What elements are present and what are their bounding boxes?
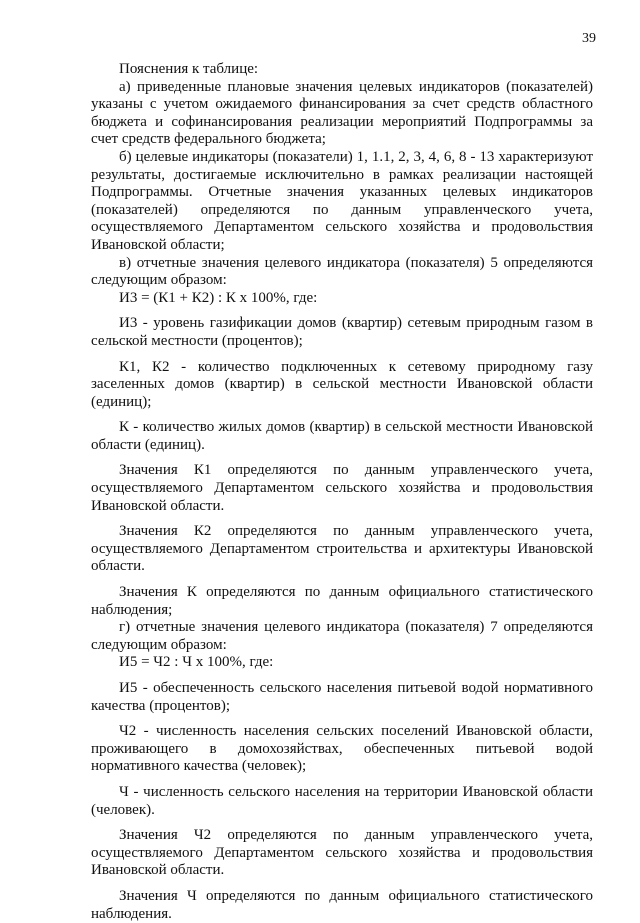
definition-i5: И5 - обеспеченность сельского населения питьевой водой нормативного качества (процентов); (91, 680, 593, 714)
explanations-heading: Пояснения к таблице: (119, 61, 259, 77)
paragraph-b: б) целевые индикаторы (показатели) 1, 1.1, 2, 3, 4, 6, 8 - 13 характеризуют результаты, достигаемые исключительно в рамках реализации настоящей Подпрограммы. Отчетные значения указанных целевых индикаторов (показателей) определяются по данным управленческого учета, осуществляемого Департаментом сельского хозяйства и продовольствия Ивановской области; (91, 148, 593, 253)
values-ch-source: Значения Ч определяются по данным официального статистического наблюдения. (91, 887, 593, 922)
paragraph-a: а) приведенные плановые значения целевых индикаторов (показателей) указаны с учетом ожидаемого финансирования за счет средств областного бюджета и софинансирования реализации мероприятий Подпрограммы за счет средств федерального бюджета; (91, 78, 593, 148)
paragraph-v: в) отчетные значения целевого индикатора (показателя) 5 определяются следующим образом: (91, 254, 593, 289)
definition-ch2: Ч2 - численность населения сельских поселений Ивановской области, проживающего в домохозяйствах, обеспеченных питьевой водой нормативного качества (человек); (91, 723, 593, 775)
values-ch2-source: Значения Ч2 определяются по данным управленческого учета, осуществляемого Департаментом сельского хозяйства и продовольствия Ивановской области. (91, 827, 593, 879)
definition-ch: Ч - численность сельского населения на территории Ивановской области (человек). (91, 783, 593, 818)
paragraph-g: г) отчетные значения целевого индикатора (показателя) 7 определяются следующим образом: (91, 619, 593, 653)
formula-i3: И3 = (К1 + К2) : К х 100%, где: (119, 289, 318, 306)
definition-k: К - количество жилых домов (квартир) в сельской местности Ивановской области (единиц). (91, 419, 593, 453)
definition-i3: И3 - уровень газификации домов (квартир) сетевым природным газом в сельской местности (процентов); (91, 315, 593, 349)
document-body (91, 61, 593, 923)
values-k-source: Значения К определяются по данным официального статистического наблюдения; (91, 584, 593, 618)
values-k2-source: Значения К2 определяются по данным управленческого учета, осуществляемого Департаментом строительства и архитектуры Ивановской области. (91, 523, 593, 575)
page-number: 39 (582, 31, 596, 46)
formula-i5: И5 = Ч2 : Ч х 100%, где: (119, 654, 274, 671)
values-k1-source: Значения К1 определяются по данным управленческого учета, осуществляемого Департаментом сельского хозяйства и продовольствия Ивановской области. (91, 462, 593, 514)
definition-k1-k2: К1, К2 - количество подключенных к сетевому природному газу заселенных домов (квартир) в сельской местности Ивановской области (единиц); (91, 358, 593, 410)
